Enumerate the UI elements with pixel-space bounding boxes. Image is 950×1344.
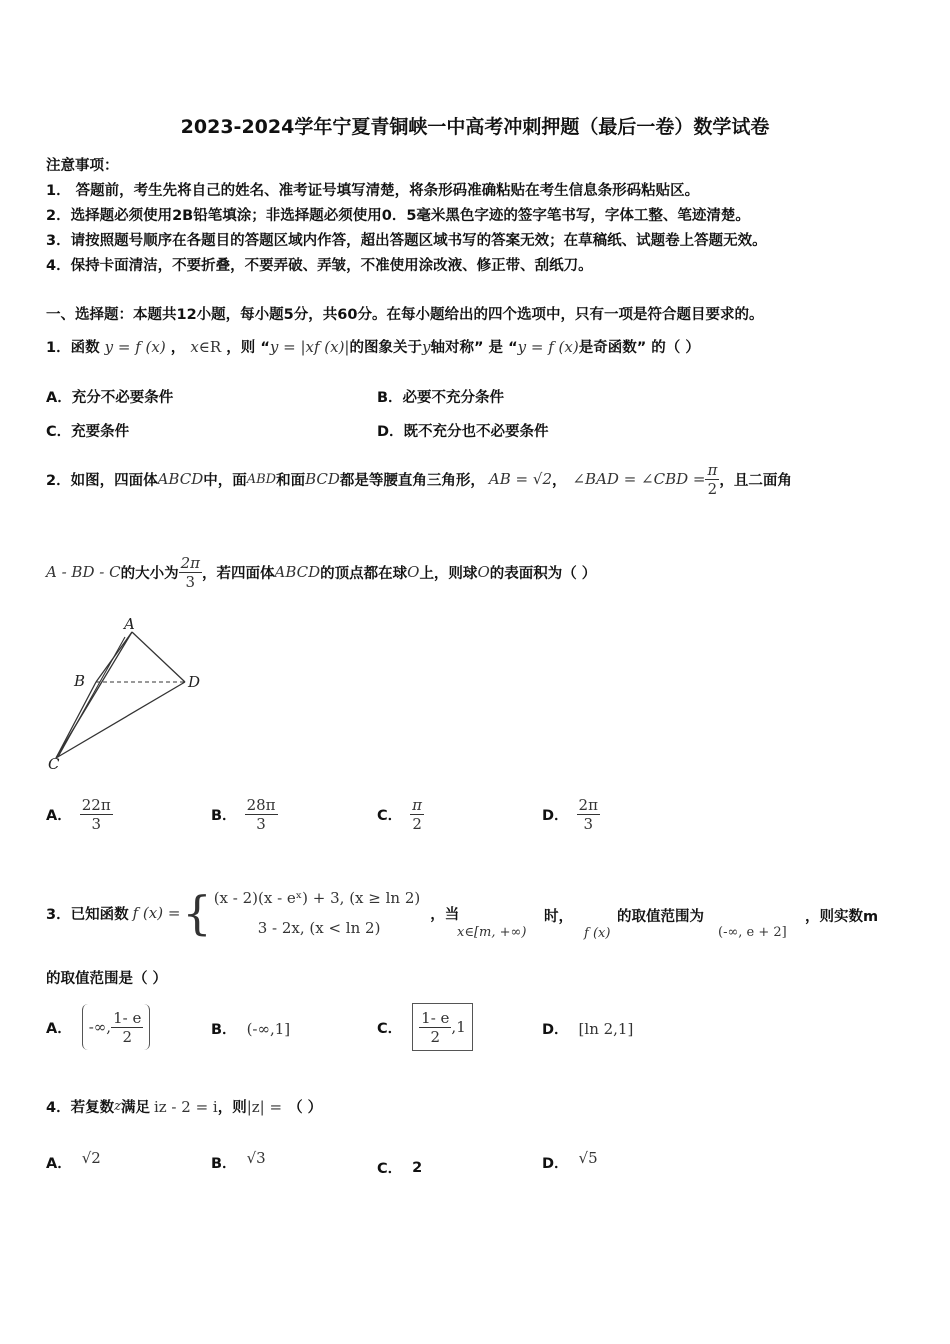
q1-option-c[interactable]: C．充要条件 (46, 424, 130, 440)
section-heading: 一、选择题：本题共12小题，每小题5分，共60分。在每小题给出的四个选项中，只有一项是符合题目要求的。 (46, 307, 764, 323)
q2-text: ，若四面体 (201, 565, 275, 582)
q2-option-c[interactable] (377, 796, 424, 833)
q2-frac-2pi-over-3 (179, 554, 202, 591)
question-2-line1 (46, 458, 792, 500)
frac-den: 3 (256, 815, 266, 833)
vertex-label-a: A (124, 615, 135, 633)
q4-math: z (114, 1099, 121, 1114)
option-label: B． (211, 1156, 237, 1172)
option-frac (410, 796, 424, 833)
q4-math: |z| = (246, 1097, 283, 1116)
option-label: B． (211, 808, 237, 824)
notice-item-4: 4．保持卡面清洁，不要折叠，不要弄破、弄皱，不准使用涂改液、修正带、刮纸刀。 (46, 258, 593, 274)
q3-option-a[interactable] (46, 1002, 150, 1052)
q3-option-c[interactable] (377, 1002, 473, 1052)
q2-text: 2．如图，四面体 (46, 472, 158, 489)
notice-item-3: 3．请按照题号顺序在各题目的答题区域内作答，超出答题区域书写的答案无效；在草稿纸、试题卷上答题无效。 (46, 233, 767, 249)
q2-text: ，且二面角 (719, 472, 792, 489)
q3-math: f (x) = (132, 904, 181, 922)
q3-option-b[interactable] (211, 1018, 290, 1039)
frac-num: π (707, 460, 718, 479)
option-label: D． (542, 1156, 569, 1172)
q3-text: ，则实数m (805, 909, 879, 925)
q1-text: ，则 “ (226, 340, 270, 356)
option-label: A． (46, 1156, 72, 1172)
option-text: √2 (81, 1148, 101, 1167)
option-text: √3 (246, 1148, 266, 1167)
q2-text: 的大小为 (120, 565, 179, 582)
notice-heading: 注意事项： (46, 158, 119, 174)
q3-option-d[interactable] (542, 1018, 633, 1039)
q4-option-b[interactable] (211, 1148, 266, 1173)
q1-text: ， (170, 340, 186, 356)
frac-den: 3 (583, 815, 594, 833)
q1-option-b[interactable]: B．必要不充分条件 (377, 390, 505, 406)
piecewise-cases (214, 889, 421, 937)
q2-option-a[interactable] (46, 796, 113, 833)
q3-text: 时， (544, 909, 573, 925)
q1-text: 1．函数 (46, 340, 100, 356)
interval-text: ,1 (451, 1018, 466, 1036)
q2-text: 的顶点都在球 (320, 565, 408, 582)
q2-math: A - BD - C (46, 563, 121, 581)
q3-text: 的取值范围为 (617, 909, 704, 925)
frac-den: 3 (91, 815, 101, 833)
vertex-label-d: D (188, 673, 201, 691)
frac-num: 1- e (421, 1008, 450, 1027)
frac-num: 2π (578, 796, 598, 814)
q1-text: 轴对称” 是 “ (430, 340, 518, 356)
question-2-line2 (46, 550, 596, 594)
option-frac (80, 796, 113, 833)
edge-ad (132, 632, 185, 682)
page-title: 2023-2024学年宁夏青铜峡一中高考冲刺押题（最后一卷）数学试卷 (180, 116, 770, 138)
option-label: B． (211, 1022, 237, 1038)
q4-option-c[interactable] (377, 1157, 422, 1178)
q1-math: y = f (x) (517, 338, 579, 356)
q4-math: iz - 2 = i (153, 1097, 218, 1116)
q4-text: 满足 (120, 1100, 150, 1116)
q3-domain (457, 921, 526, 940)
q2-option-d[interactable] (542, 796, 600, 833)
q2-math: O (477, 563, 490, 581)
q1-math: x∈ (190, 338, 210, 356)
q4-option-d[interactable] (542, 1148, 598, 1173)
q2-frac-pi-over-2 (705, 461, 719, 498)
q1-math: y (422, 338, 431, 356)
q4-text: （ ） (288, 1100, 323, 1116)
q3-math: (-∞, e + 2] (718, 925, 787, 940)
q2-text: 的表面积为（ ） (489, 565, 597, 582)
q3-math: f (x) (584, 926, 611, 941)
q3-text: 3．已知函数 (46, 906, 129, 923)
piecewise-case-2: 3 - 2x, (x < ln 2) (257, 919, 381, 937)
q3-range (718, 921, 787, 940)
option-label: C． (377, 808, 403, 824)
frac-num: 1- e (113, 1008, 142, 1027)
q2-math: ABCD (157, 470, 204, 488)
q4-option-a[interactable] (46, 1148, 101, 1173)
piecewise-brace: { (182, 886, 212, 940)
option-label: C． (377, 1161, 403, 1177)
q3-text: ，当 (430, 906, 460, 923)
q2-text: 都是等腰直角三角形， (339, 472, 485, 489)
option-frac (419, 1009, 451, 1046)
q3-text-line2: 的取值范围是（ ） (46, 971, 168, 987)
option-text: 2 (412, 1159, 423, 1176)
tetrahedron-figure (40, 615, 220, 775)
q1-math: R (209, 338, 222, 356)
option-frac (245, 796, 278, 833)
q2-math: ABD (246, 471, 277, 487)
option-label: C． (377, 1020, 403, 1037)
frac-den: 2 (430, 1027, 441, 1046)
frac-den: 2 (122, 1027, 132, 1046)
q2-math: ∠BAD = ∠CBD = (572, 470, 706, 488)
question-1 (46, 336, 700, 357)
q1-text: 的图象关于 (349, 340, 422, 356)
q1-math: y = f (x) (104, 338, 166, 356)
option-frac (577, 796, 600, 833)
option-text: (-∞,1] (246, 1019, 291, 1038)
q2-math: O (407, 563, 420, 581)
option-text: [ln 2,1] (578, 1019, 634, 1038)
vertex-label-b: B (74, 672, 86, 690)
frac-den: 2 (707, 479, 718, 498)
q4-text: 4．若复数 (46, 1100, 115, 1116)
q2-text: 中，面 (203, 472, 247, 489)
q1-option-d[interactable]: D．既不充分也不必要条件 (377, 424, 549, 440)
q1-math: y = |xf (x)| (269, 338, 350, 356)
frac-den: 3 (185, 572, 196, 591)
option-interval (82, 1004, 151, 1050)
q3-fx (584, 922, 610, 941)
notice-item-1: 1． 答题前，考生先将自己的姓名、准考证号填写清楚，将条形码准确粘贴在考生信息条形码粘贴区。 (46, 183, 700, 199)
frac-den: 2 (412, 815, 422, 833)
option-label: A． (46, 1020, 72, 1037)
q1-text: 是奇函数” 的（ ） (578, 340, 700, 356)
q2-math: AB = √2 (488, 470, 552, 488)
q4-text: ，则 (217, 1100, 247, 1116)
frac-num: 28π (246, 796, 276, 814)
frac-num: 22π (81, 796, 111, 814)
option-frac (111, 1009, 143, 1046)
q2-text: 和面 (276, 472, 306, 489)
frac-num: π (412, 796, 423, 814)
option-label: D． (542, 808, 569, 824)
question-4 (46, 1096, 322, 1117)
q1-option-a[interactable]: A．充分不必要条件 (46, 390, 174, 406)
frac-num: 2π (180, 553, 200, 572)
q2-option-b[interactable] (211, 796, 278, 833)
question-3-line1 (46, 878, 459, 948)
option-text: √5 (578, 1148, 598, 1167)
edge-ac-inner (58, 637, 125, 757)
vertex-label-c: C (48, 755, 60, 773)
option-label: A． (46, 808, 72, 824)
q2-text: ， (551, 472, 567, 489)
option-label: D． (542, 1022, 569, 1038)
piecewise-case-1: (x - 2)(x - eˣ) + 3, (x ≥ ln 2) (213, 889, 421, 907)
interval-text: -∞, (88, 1018, 112, 1036)
q2-math: ABCD (274, 563, 321, 581)
option-interval (412, 1003, 473, 1051)
q2-text: 上，则球 (419, 565, 478, 582)
notice-item-2: 2．选择题必须使用2B铅笔填涂；非选择题必须使用0．5毫米黑色字迹的签字笔书写，字体工整、笔迹清楚。 (46, 208, 750, 224)
q2-math: BCD (305, 470, 340, 488)
q3-math: x∈[m, +∞) (457, 925, 527, 940)
